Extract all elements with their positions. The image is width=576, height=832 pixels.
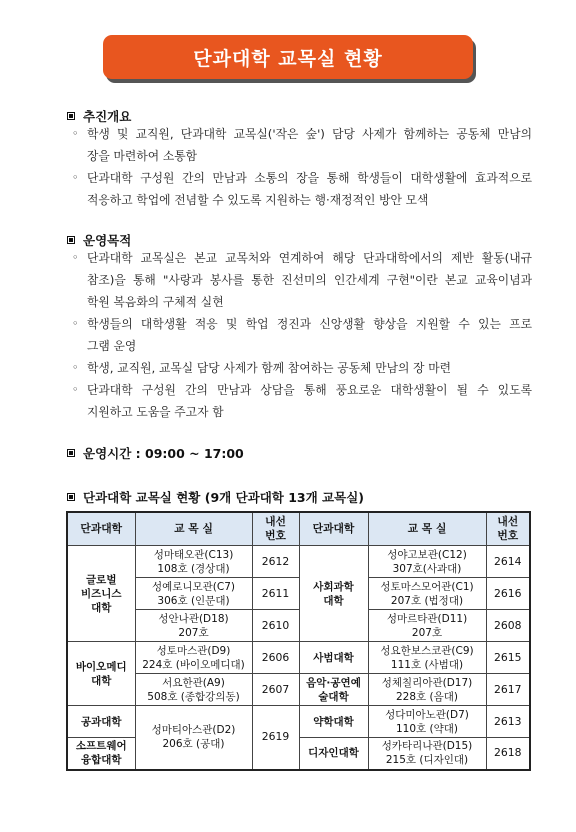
office-cell: 성마르타관(D11) 207호	[368, 610, 486, 642]
overview-list	[72, 123, 532, 211]
circle-bullet-icon: ◦	[72, 383, 79, 396]
college-cell: 사회과학 대학	[299, 546, 368, 642]
office-cell: 성예로니모관(C7) 306호 (인문대)	[135, 578, 252, 610]
extension-cell: 2613	[486, 706, 530, 738]
table-row	[67, 706, 530, 738]
square-bullet-icon	[67, 236, 75, 244]
list-item	[72, 357, 532, 379]
extension-cell: 2614	[486, 546, 530, 578]
circle-bullet-icon: ◦	[72, 251, 79, 264]
extension-cell: 2607	[252, 674, 299, 706]
extension-cell: 2606	[252, 642, 299, 674]
chaplain-office-table	[66, 511, 531, 771]
college-cell: 공과대학	[67, 706, 135, 738]
table-row	[67, 674, 530, 706]
page-title: 단과대학 교목실 현황	[193, 47, 383, 70]
list-item	[72, 167, 532, 211]
circle-bullet-icon: ◦	[72, 361, 79, 374]
extension-cell: 2618	[486, 738, 530, 770]
list-item	[72, 313, 532, 357]
office-cell: 서요한관(A9) 508호 (종합강의동)	[135, 674, 252, 706]
college-cell: 바이오메디 대학	[67, 642, 135, 706]
extension-cell: 2610	[252, 610, 299, 642]
extension-cell: 2615	[486, 642, 530, 674]
header-office: 교 목 실	[368, 512, 486, 546]
section-overview-heading: 추진개요	[67, 107, 131, 125]
header-college: 단과대학	[299, 512, 368, 546]
section-status-heading: 단과대학 교목실 현황 (9개 단과대학 13개 교목실)	[67, 488, 364, 506]
office-cell: 성요한보스코관(C9) 111호 (사범대)	[368, 642, 486, 674]
office-cell: 성토마스관(D9) 224호 (바이오메디대)	[135, 642, 252, 674]
extension-cell: 2616	[486, 578, 530, 610]
table-row	[67, 642, 530, 674]
list-item-text: 단과대학 구성원 간의 만남과 상담을 통해 풍요로운 대학생활이 될 수 있도록	[87, 383, 532, 397]
list-item	[72, 123, 532, 167]
header-college: 단과대학	[67, 512, 135, 546]
purpose-list	[72, 247, 532, 423]
college-cell: 소프트웨어 융합대학	[67, 738, 135, 770]
list-item-text: 장을 마련하여 소통함	[87, 149, 198, 163]
list-item	[72, 379, 532, 423]
page-title-banner	[103, 35, 473, 79]
list-item-text: 학생, 교직원, 교목실 담당 사제가 함께 참여하는 공동체 만남의 장 마련	[87, 361, 452, 375]
extension-cell: 2612	[252, 546, 299, 578]
square-bullet-icon	[67, 449, 75, 457]
section-purpose-heading: 운영목적	[67, 231, 131, 249]
square-bullet-icon	[67, 493, 75, 501]
office-cell: 성야고보관(C12) 307호(사과대)	[368, 546, 486, 578]
table-row	[67, 610, 530, 642]
list-item-text: 그램 운영	[87, 339, 137, 353]
header-extension: 내선 번호	[252, 512, 299, 546]
college-cell: 음악·공연예 술대학	[299, 674, 368, 706]
table-row	[67, 546, 530, 578]
circle-bullet-icon: ◦	[72, 171, 79, 184]
list-item-text: 단과대학 구성원 간의 만남과 소통의 장을 통해 학생들이 대학생활에 효과적으로	[87, 171, 532, 185]
list-item-text: 지원하고 도움을 주고자 함	[87, 405, 224, 419]
table-header-row	[67, 512, 530, 546]
table-row	[67, 578, 530, 610]
office-cell: 성마태오관(C13) 108호 (경상대)	[135, 546, 252, 578]
office-cell: 성다미아노관(D7) 110호 (약대)	[368, 706, 486, 738]
college-cell: 디자인대학	[299, 738, 368, 770]
header-office: 교 목 실	[135, 512, 252, 546]
extension-cell: 2608	[486, 610, 530, 642]
list-item-text: 학생들의 대학생활 적응 및 학업 정진과 신앙생활 향상을 지원할 수 있는 프로	[87, 317, 532, 331]
circle-bullet-icon: ◦	[72, 317, 79, 330]
list-item-text: 학원 복음화의 구체적 실현	[87, 295, 224, 309]
college-cell: 사범대학	[299, 642, 368, 674]
circle-bullet-icon: ◦	[72, 127, 79, 140]
header-extension: 내선 번호	[486, 512, 530, 546]
office-cell: 성마티아스관(D2) 206호 (공대)	[135, 706, 252, 770]
list-item-text: 단과대학 교목실은 본교 교목처와 연계하여 해당 단과대학에서의 제반 활동(내규	[87, 251, 532, 265]
office-cell: 성안나관(D18) 207호	[135, 610, 252, 642]
list-item	[72, 247, 532, 313]
office-cell: 성체칠리아관(D17) 228호 (음대)	[368, 674, 486, 706]
extension-cell: 2617	[486, 674, 530, 706]
list-item-text: 참조)을 통해 "사랑과 봉사를 통한 진선미의 인간세계 구현"이란 본교 교육이념과	[87, 273, 532, 287]
list-item-text: 적응하고 학업에 전념할 수 있도록 지원하는 행·재정적인 방안 모색	[87, 193, 429, 207]
section-hours	[67, 444, 244, 462]
square-bullet-icon	[67, 112, 75, 120]
office-cell: 성토마스모어관(C1) 207호 (법정대)	[368, 578, 486, 610]
list-item-text: 학생 및 교직원, 단과대학 교목실('작은 숲') 담당 사제가 함께하는 공동체 만남의	[87, 127, 532, 141]
college-cell: 글로벌 비즈니스 대학	[67, 546, 135, 642]
office-cell: 성카타리나관(D15) 215호 (디자인대)	[368, 738, 486, 770]
operating-hours: 운영시간 : 09:00 ~ 17:00	[83, 446, 244, 461]
college-cell: 약학대학	[299, 706, 368, 738]
extension-cell: 2619	[252, 706, 299, 770]
extension-cell: 2611	[252, 578, 299, 610]
